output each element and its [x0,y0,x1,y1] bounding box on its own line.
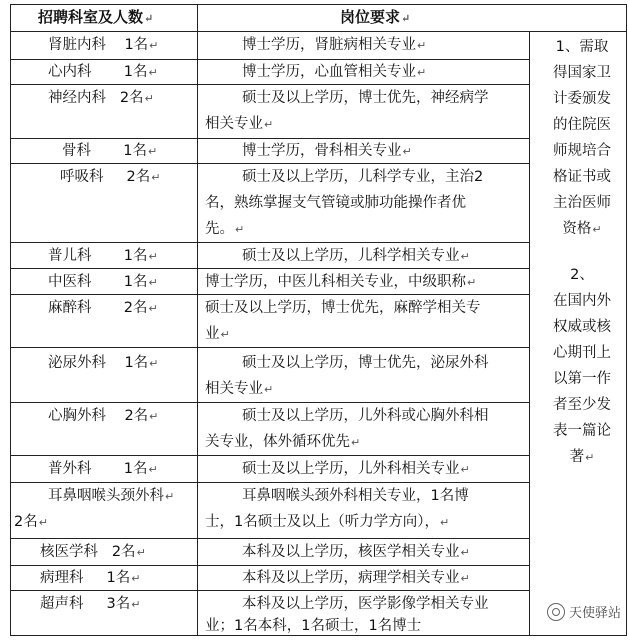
requirement-text: 耳鼻咽喉头颈外科相关专业，1名博 [242,488,469,504]
requirement-text: 相关专业↵ [205,381,274,397]
requirement-text: 博士学历，骨科相关专业↵ [242,143,412,159]
note-publication: 2、 在国内外 权威或核 心期刊上 以第一作 者至少发 表一篇论 著↵ [553,267,611,465]
dept-name: 超声科 3名↵ [40,596,141,612]
dept-name: 病理科 1名↵ [40,570,141,586]
dept-name: 普外科 1名↵ [48,461,158,477]
requirement-text: 硕士及以上学历，儿科学专业，主治2 [242,169,484,185]
dept-name: 神经内科 2名↵ [48,90,154,106]
requirement-text: 关专业，体外循环优先↵ [205,434,361,450]
dept-name: 中医科 1名↵ [48,274,158,290]
dept-name: 骨科 1名↵ [62,143,158,159]
table-rule [197,4,198,636]
dept-name: 泌尿外科 1名↵ [48,355,159,371]
requirement-text: 博士学历，肾脏病相关专业↵ [242,37,427,53]
requirement-text: 博士学历，心血管相关专业↵ [242,64,427,80]
table-rule [529,31,530,636]
dept-name: 心胸外科 2名↵ [48,408,159,424]
requirement-text: 本科及以上学历，核医学相关专业↵ [242,544,470,560]
dept-name: 普儿科 1名↵ [48,248,158,264]
dept-name: 肾脏内科 1名↵ [48,37,159,53]
recruitment-table [10,4,627,636]
requirement-text: 博士学历，中医儿科相关专业，中级职称↵ [205,274,477,290]
dept-name: 麻醉科 2名↵ [48,300,158,316]
requirement-text: 本科及以上学历，病理学相关专业↵ [242,570,470,586]
requirement-text: 本科及以上学历，医学影像学相关专业 [242,596,489,612]
dept-count: 2名↵ [14,514,48,530]
requirement-text: 业↵ [205,326,230,342]
requirement-text: 硕士及以上学历，儿外科或心胸外科相 [242,408,489,424]
table-rule [10,347,529,348]
dept-name: 心内科 1名↵ [48,64,158,80]
watermark: 天使驿站 [547,602,621,621]
header-dept-count: 招聘科室及人数↵ [38,8,154,26]
dept-name: 呼吸科 2名↵ [60,169,161,185]
table-rule [626,4,627,636]
requirement-text: 硕士及以上学历，儿外科相关专业↵ [242,461,470,477]
requirement-text: 士，1名硕士及以上（听力学方向），↵ [205,514,450,530]
requirement-text: 硕士及以上学历，博士优先，神经病学 [242,90,489,106]
requirement-text: 业；1名本科，1名硕士，1名博士 [205,618,422,634]
requirement-text: 相关专业↵ [205,116,274,132]
requirement-text: 硕士及以上学历，博士优先，麻醉学相关专 [205,300,481,316]
requirement-text: 名，熟练掌握支气管镜或肺功能操作者优 [205,195,466,211]
requirement-text: 硕士及以上学历，博士优先，泌尿外科 [242,355,489,371]
table-rule [10,4,11,636]
dept-name: 核医学科 2名↵ [40,544,146,560]
note-qualification: 1、需取 得国家卫 计委颁发 的住院医 师规培合 格证书或 主治医师 资格↵ [553,39,611,237]
wechat-icon [547,603,565,621]
header-requirements: 岗位要求↵ [340,8,411,26]
requirement-text: 硕士及以上学历，儿科学相关专业↵ [242,248,470,264]
requirement-text: 先。↵ [205,221,245,237]
dept-name: 耳鼻咽喉头颈外科↵ [48,488,175,504]
